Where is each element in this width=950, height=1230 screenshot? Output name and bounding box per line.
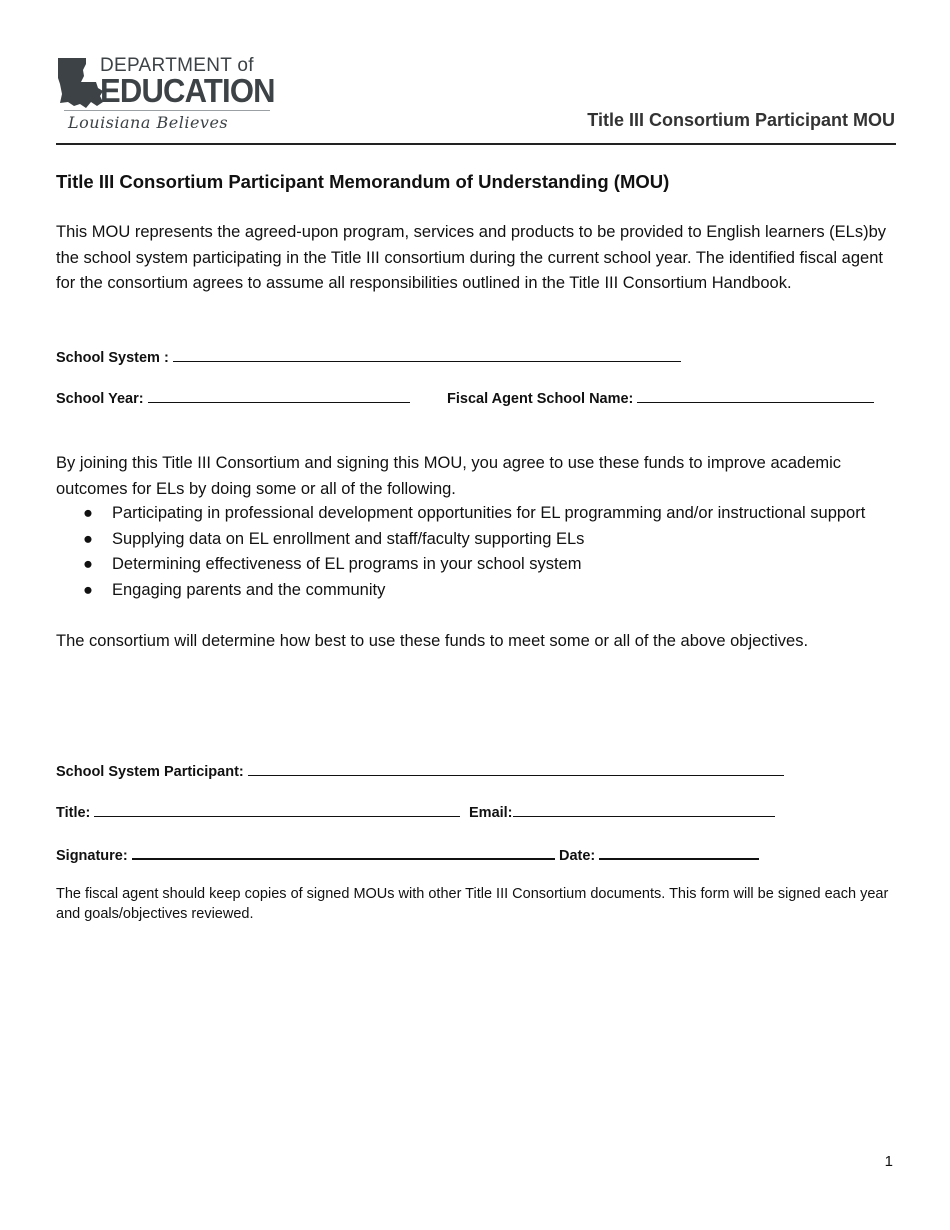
signature-blank[interactable]: [132, 845, 555, 860]
logo-education-text: EDUCATION: [100, 71, 275, 110]
school-system-label: School System :: [56, 350, 169, 366]
agreement-paragraph: By joining this Title III Consortium and signing this MOU, you agree to use these funds to improve academic outcomes for ELs by doing some or all of the following.: [56, 454, 842, 498]
signature-label: Signature:: [56, 848, 128, 864]
list-item: [56, 578, 896, 604]
title-field: [56, 803, 460, 821]
department-of-education-logo: [56, 54, 276, 134]
school-year-field: [56, 389, 410, 407]
date-label: Date:: [559, 848, 596, 864]
logo-tagline: Louisiana Believes: [68, 113, 229, 132]
header-divider: [56, 143, 896, 145]
participant-field: [56, 762, 784, 780]
fiscal-agent-blank[interactable]: [637, 389, 874, 403]
document-title: Title III Consortium Participant Memorandum of Understanding (MOU): [56, 171, 670, 192]
list-item: [56, 501, 896, 527]
participant-blank[interactable]: [248, 762, 784, 776]
date-blank[interactable]: [599, 845, 759, 860]
list-item: [56, 527, 896, 553]
logo-divider: [64, 110, 270, 111]
list-item-text: Determining effectiveness of EL programs in your school system: [112, 555, 582, 574]
intro-paragraph: This MOU represents the agreed-upon program, services and products to be provided to English learners (ELs)by the school system participating in the Title III consortium during the current school year. The identified fiscal agent for the consortium agrees to assume all responsibilities outlined in the Title III Consortium Handbook.: [56, 223, 886, 293]
fiscal-agent-field: [447, 389, 874, 407]
objectives-list: [56, 501, 896, 603]
page-number: 1: [884, 1153, 893, 1170]
fiscal-agent-label: Fiscal Agent School Name:: [447, 391, 634, 407]
email-blank[interactable]: [513, 803, 775, 817]
school-year-blank[interactable]: [148, 389, 410, 403]
bullet-icon: ●: [83, 555, 93, 574]
footnote: The fiscal agent should keep copies of signed MOUs with other Title III Consortium documents. This form will be signed each year and goals/objectives reviewed.: [56, 886, 889, 922]
signature-field: [56, 845, 555, 864]
louisiana-state-icon: [56, 56, 104, 110]
date-field: [559, 845, 759, 864]
title-blank[interactable]: [94, 803, 460, 817]
list-item: [56, 552, 896, 578]
bullet-icon: ●: [83, 504, 93, 522]
bullet-icon: ●: [83, 580, 93, 599]
list-item-text: Engaging parents and the community: [112, 580, 386, 599]
school-year-label: School Year:: [56, 391, 144, 407]
list-item-text: Supplying data on EL enrollment and staff/faculty supporting ELs: [112, 529, 585, 548]
header-title: Title III Consortium Participant MOU: [587, 110, 895, 130]
bullet-icon: ●: [83, 529, 93, 548]
participant-label: School System Participant:: [56, 764, 244, 780]
closing-paragraph: The consortium will determine how best to use these funds to meet some or all of the above objectives.: [56, 632, 809, 650]
school-system-field: [56, 348, 681, 366]
title-label: Title:: [56, 805, 91, 821]
school-system-blank[interactable]: [173, 348, 681, 362]
email-field: [469, 803, 775, 821]
logo-department-text: DEPARTMENT of: [100, 55, 254, 76]
list-item-text: Participating in professional development opportunities for EL programming and/or instructional support: [112, 504, 866, 522]
email-label: Email:: [469, 805, 513, 821]
